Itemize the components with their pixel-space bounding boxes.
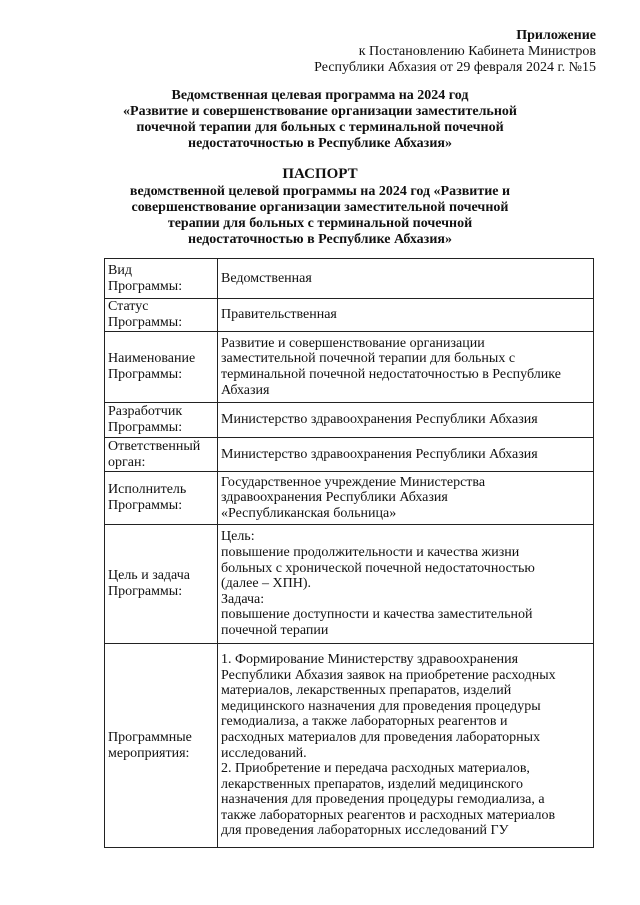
- appendix-block: [314, 28, 596, 76]
- row-value: Правительственная: [218, 299, 594, 332]
- table-row: [105, 332, 594, 403]
- row-value: Министерство здравоохранения Республики Абхазия: [218, 438, 594, 472]
- table-row: [105, 644, 594, 848]
- appendix-line-2: Республики Абхазия от 29 февраля 2024 г. №15: [314, 60, 596, 75]
- program-heading: Ведомственная целевая программа на 2024 год «Развитие и совершенствование организации заместительной почечной терапии для больных с терминальной почечной недостаточностью в Республике Абхазия»: [123, 88, 517, 151]
- appendix-title: Приложение: [516, 28, 596, 43]
- row-value: Ведомственная: [218, 259, 594, 299]
- row-value: Цель: повышение продолжительности и качества жизни больных с хронической почечной недостаточностью (далее – ХПН). Задача: повышение доступности и качества заместительной почечной терапии: [218, 525, 594, 644]
- row-label: Разработчик Программы:: [105, 403, 218, 438]
- table-row: [105, 472, 594, 525]
- row-label: Вид Программы:: [105, 259, 218, 299]
- row-label: Наименование Программы:: [105, 332, 218, 403]
- row-value: Государственное учреждение Министерства здравоохранения Республики Абхазия «Республиканская больница»: [218, 472, 594, 525]
- row-value: Развитие и совершенствование организации заместительной почечной терапии для больных с терминальной почечной недостаточностью в Республике Абхазия: [218, 332, 594, 403]
- table-row: [105, 299, 594, 332]
- passport-title: ПАСПОРТ: [282, 166, 358, 182]
- table-row: [105, 403, 594, 438]
- row-label: Статус Программы:: [105, 299, 218, 332]
- row-label: Программные мероприятия:: [105, 644, 218, 848]
- passport-subtitle: ведомственной целевой программы на 2024 год «Развитие и совершенствование организации заместительной почечной терапии для больных с терминальной почечной недостаточностью в Республике Абхазия»: [129, 184, 511, 247]
- table-row: [105, 259, 594, 299]
- row-value: Министерство здравоохранения Республики Абхазия: [218, 403, 594, 438]
- row-label: Цель и задача Программы:: [105, 525, 218, 644]
- row-label: Исполнитель Программы:: [105, 472, 218, 525]
- table-row: [105, 438, 594, 472]
- row-value: 1. Формирование Министерству здравоохранения Республики Абхазия заявок на приобретение расходных материалов, лекарственных препаратов, изделий медицинского назначения для проведения процедуры гемодиализа, а также лабораторных реагентов и расходных материалов для проведения лабораторных исследований. 2. Приобретение и передача расходных материалов, лекарственных препаратов, изделий медицинского назначения для проведения процедуры гемодиализа, а также лабораторных реагентов и расходных материалов для проведения лабораторных исследований ГУ: [218, 644, 594, 848]
- table-row: [105, 525, 594, 644]
- passport-table: [104, 258, 594, 848]
- row-label: Ответственный орган:: [105, 438, 218, 472]
- appendix-line-1: к Постановлению Кабинета Министров: [358, 44, 596, 59]
